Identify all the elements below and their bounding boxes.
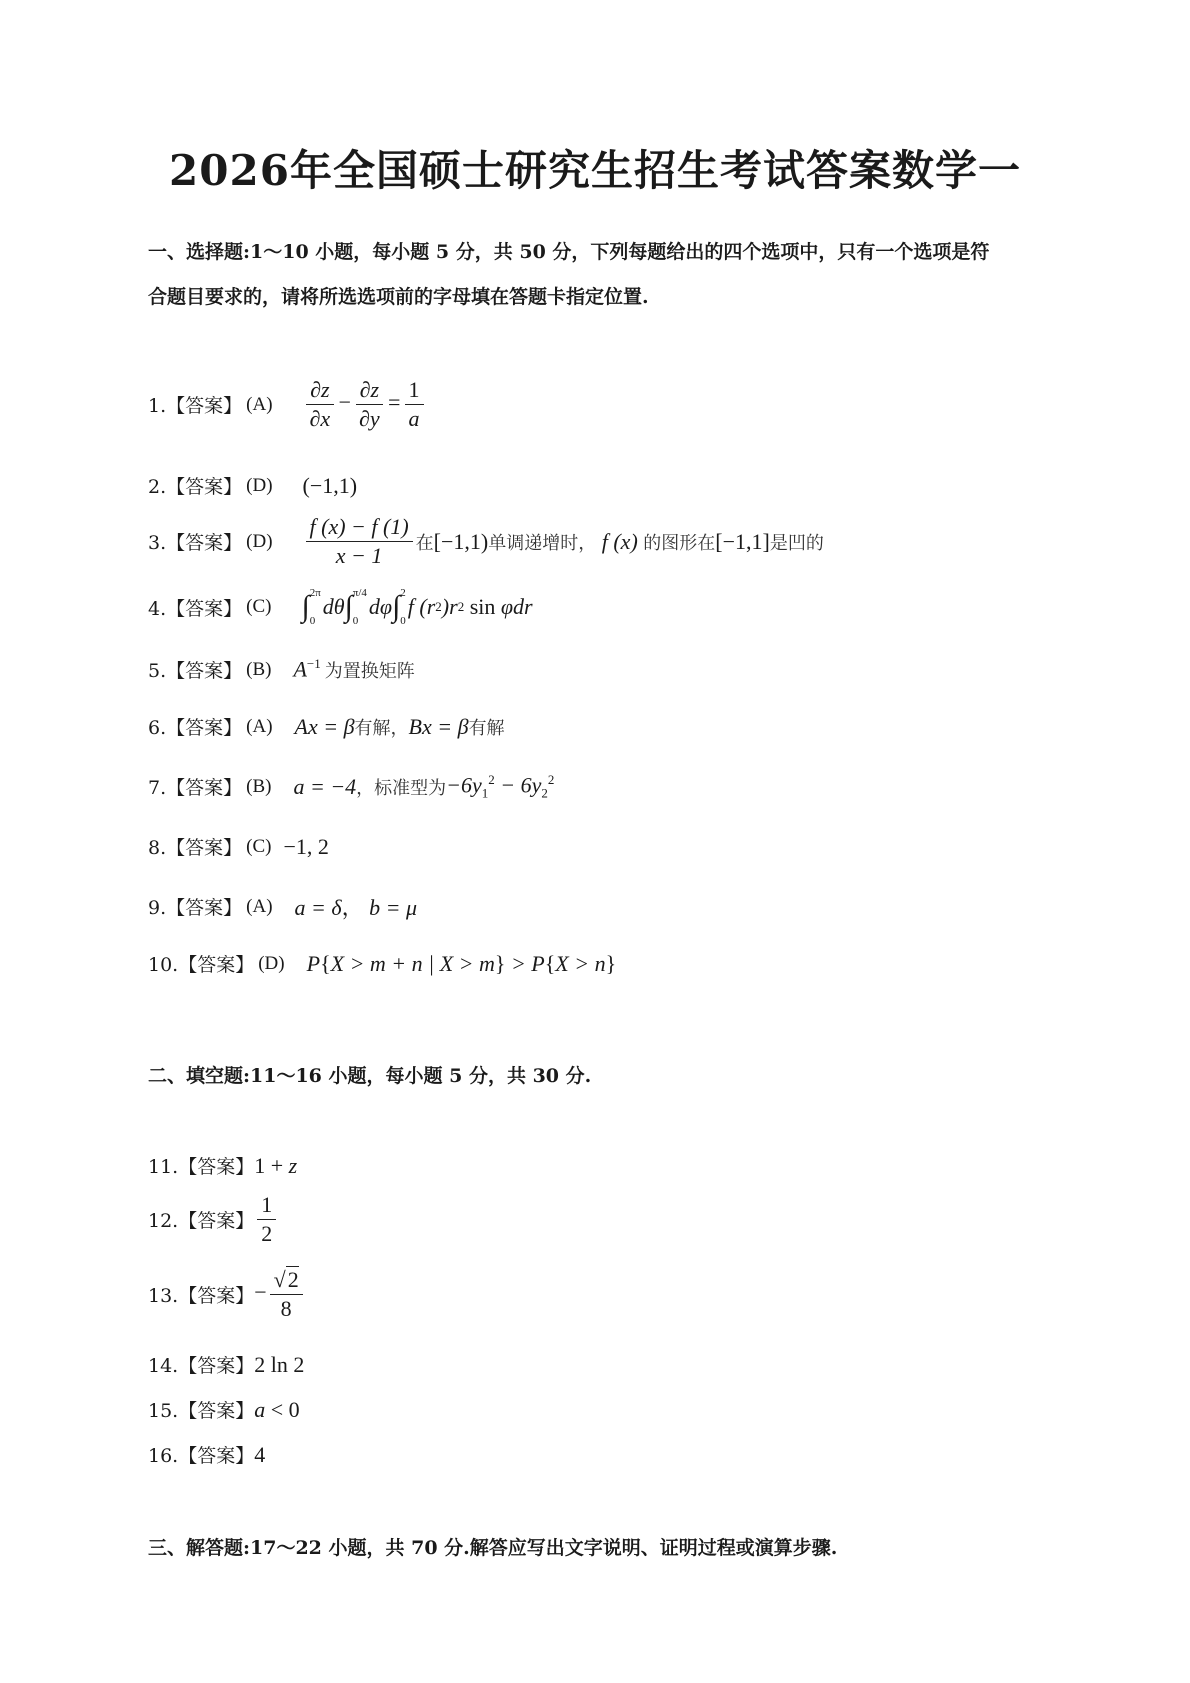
answer-label: 12.【答案】 — [148, 1210, 255, 1233]
answer-text-2: 有解 — [468, 717, 505, 739]
answer-option: (A) — [246, 895, 273, 917]
answer-formula-2: Bx = β — [408, 713, 469, 739]
answer-row-10 — [148, 950, 616, 977]
answer-label: 2.【答案】 — [148, 476, 243, 498]
answer-row-1 — [148, 378, 427, 431]
answer-option: (A) — [246, 393, 273, 415]
answer-option: (D) — [246, 530, 273, 552]
answer-label: 16.【答案】 — [148, 1445, 255, 1467]
section3-instructions: 三、解答题:17～22 小题，共 70 分.解答应写出文字说明、证明过程或演算步骤. — [148, 1537, 838, 1559]
answer-option: (B) — [246, 658, 272, 680]
answer-row-9 — [148, 891, 417, 922]
answer-option: (C) — [246, 835, 272, 857]
section2-instructions: 二、填空题:11～16 小题，每小题 5 分，共 30 分. — [148, 1065, 592, 1087]
answer-formula: a = −4 — [293, 773, 357, 799]
answer-formula: $\frac{f (x) - f (1)}{x - 1}$ 在 [−1,1) 单调递增时， f (x) 的图形在 [−1,1] 是凹的 — [303, 515, 824, 568]
fill-answer-row-12 — [148, 1193, 279, 1246]
answer-formula: −1, 2 — [283, 833, 329, 859]
fill-answer-row-13 — [148, 1268, 306, 1321]
answer-option: (A) — [246, 715, 273, 737]
answer-row-5 — [148, 656, 415, 683]
answer-formula: P{X > m + n | X > m} > P{X > n} — [306, 950, 617, 976]
answer-text: ，标准型为 — [356, 777, 447, 799]
answer-row-4 — [148, 587, 533, 627]
answer-label: 6.【答案】 — [148, 717, 243, 739]
answer-option: (D) — [246, 474, 273, 496]
answer-row-8 — [148, 833, 329, 860]
answer-label: 1.【答案】 — [148, 395, 243, 418]
answer-formula: 1 + z — [254, 1152, 298, 1178]
answer-label: 4.【答案】 — [148, 597, 243, 620]
answer-formula: $\frac{\partial z}{\partial x}$ − $\frac{\partial z}{\partial y}$ = $\frac{1}{a}$ — [303, 378, 427, 431]
answer-formula: a < 0 — [254, 1396, 300, 1422]
answer-option: (C) — [246, 596, 272, 617]
section1-instructions-line1: 一、选择题:1～10 小题，每小题 5 分，共 50 分，下列每题给出的四个选项中，只有一个选项是符 — [148, 241, 990, 263]
answer-label: 13.【答案】 — [148, 1285, 255, 1308]
answer-label: 9.【答案】 — [148, 897, 243, 919]
fill-answer-row-16 — [148, 1441, 265, 1468]
answer-row-2 — [148, 472, 357, 499]
answer-label: 8.【答案】 — [148, 837, 243, 859]
answer-label: 5.【答案】 — [148, 660, 243, 682]
answer-formula: Ax = β — [294, 713, 355, 739]
section1-instructions-line2: 合题目要求的，请将所选选项前的字母填在答题卡指定位置. — [148, 286, 649, 308]
answer-option: (B) — [246, 775, 272, 797]
fill-answer-row-15 — [148, 1396, 300, 1423]
answer-label: 3.【答案】 — [148, 532, 243, 555]
answer-formula: (−1,1) — [302, 472, 358, 498]
answer-formula: − $\frac{√2}{8}$ — [254, 1268, 306, 1321]
answer-formula: 2 ln 2 — [254, 1351, 305, 1377]
answer-formula: $A^{-1}$ — [293, 656, 321, 682]
answer-label: 10.【答案】 — [148, 954, 255, 976]
fill-answer-row-14 — [148, 1351, 304, 1378]
answer-formula: ∫ 2π 0 dθ ∫ π/4 0 dφ ∫ 2 0 f (r 2 )r 2 sin φdr — [301, 587, 533, 627]
answer-formula: 4 — [254, 1441, 266, 1467]
answer-formula-2: $-6y_1^2 - 6y_2^2$ — [446, 772, 555, 801]
answer-row-7 — [148, 772, 554, 802]
page-title: 2026年全国硕士研究生招生考试答案数学一 — [169, 146, 1021, 195]
answer-formula: $\frac{1}{2}$ — [254, 1193, 279, 1246]
answer-row-3 — [148, 515, 824, 568]
answer-label: 11.【答案】 — [148, 1156, 255, 1178]
fill-answer-row-11 — [148, 1152, 297, 1179]
answer-text: 为置换矩阵 — [324, 660, 415, 682]
answer-label: 15.【答案】 — [148, 1400, 255, 1422]
answer-label: 14.【答案】 — [148, 1355, 255, 1377]
answer-formula: a = δ， b = μ — [294, 895, 418, 920]
answer-text: 有解， — [354, 717, 409, 739]
answer-option: (D) — [258, 952, 285, 974]
answer-label: 7.【答案】 — [148, 777, 243, 800]
answer-row-6 — [148, 713, 505, 740]
